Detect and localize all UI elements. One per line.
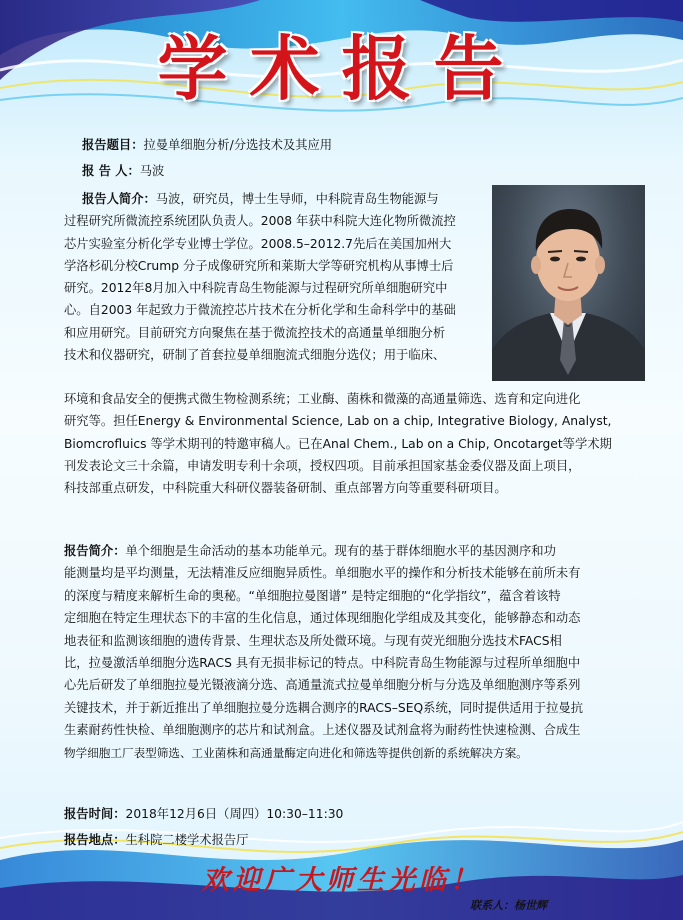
speaker-intro-line: 心。自2003 年起致力于微流控芯片技术在分析化学和生命科学中的基础	[64, 303, 456, 318]
speaker-intro-line: 刊发表论文三十余篇，申请发明专利十余项，授权四项。目前承担国家基金委仪器及面上项目，	[64, 458, 581, 473]
report-venue	[64, 832, 248, 848]
speaker-intro-block	[64, 188, 486, 366]
report-intro-line: 生素耐药性快检、单细胞测序的芯片和试剂盒。上述仪器及试剂盒将为耐药性快速检测、合成生	[64, 723, 581, 738]
report-intro-block	[64, 540, 659, 764]
speaker-intro-label: 报告人简介：	[82, 192, 156, 206]
speaker-intro-line: 科技部重点研发，中科院重大科研仪器装备研制、重点部署方向等重要科研项目。	[64, 481, 507, 496]
speaker-intro-line: 环境和食品安全的便携式微生物检测系统；工业酶、菌株和微藻的高通量筛选、选育和定向进化	[64, 392, 581, 406]
report-intro-line: 比，拉曼激活单细胞分选RACS 具有无损非标记的特点。中科院青岛生物能源与过程所单细胞中	[64, 656, 581, 671]
speaker-intro-line: 研究。2012年8月加入中科院青岛生物能源与过程研究所单细胞研究中	[64, 281, 448, 296]
speaker-value: 马波	[139, 164, 165, 178]
report-venue-value: 生科院二楼学术报告厅	[125, 833, 249, 847]
speaker-intro-line: 过程研究所微流控系统团队负责人。2008 年获中科院大连化物所微流控	[64, 214, 456, 229]
speaker-intro-line: 技术和仪器研究，研制了首套拉曼单细胞流式细胞分选仪；用于临床、	[64, 348, 446, 363]
report-intro-line: 关键技术，并于新近推出了单细胞拉曼分选耦合测序的RACS–SEQ系统，同时提供适用于拉曼抗	[64, 700, 584, 715]
speaker-intro-line: 芯片实验室分析化学专业博士学位。2008.5–2012.7先后在美国加州大	[64, 236, 452, 251]
report-intro-label: 报告简介：	[64, 544, 126, 558]
speaker-intro-line: 学洛杉矶分校Crump 分子成像研究所和莱斯大学等研究机构从事博士后	[64, 258, 454, 273]
poster-title: 学术报告	[157, 27, 526, 110]
report-intro-line: 地表征和监测该细胞的遗传背景、生理状态及所处微环境。与现有荧光细胞分选技术FACS相	[64, 633, 562, 648]
report-topic-label: 报告题目：	[82, 138, 144, 152]
speaker	[82, 163, 164, 179]
report-venue-label: 报告地点：	[64, 833, 126, 847]
speaker-portrait-illustration	[492, 185, 645, 381]
speaker-intro-line: 研究等。担任Energy & Environmental Science, Lab on a chip, Integrative Biology, Analyst,	[64, 414, 612, 429]
report-time-value: 2018年12月6日（周四）10:30–11:30	[125, 807, 344, 821]
welcome-banner: 欢迎广大师生光临！	[202, 865, 481, 896]
report-intro-line	[64, 540, 659, 562]
report-topic	[82, 137, 332, 153]
speaker-intro-line: 和应用研究。目前研究方向聚焦在基于微流控技术的高通量单细胞分析	[64, 325, 446, 340]
report-intro-text: 单个细胞是生命活动的基本功能单元。现有的基于群体细胞水平的基因测序和功	[125, 544, 556, 558]
report-time	[64, 806, 343, 822]
speaker-intro-block-full	[64, 388, 654, 499]
report-intro-line: 心先后研发了单细胞拉曼光镊液滴分选、高通量流式拉曼单细胞分析与分选及单细胞测序等系列	[64, 678, 581, 693]
speaker-intro-line: Biomcrofluics 等学术期刊的特邀审稿人。已在Anal Chem., Lab on a Chip, Oncotarget等学术期	[64, 436, 612, 451]
report-intro-line: 能测量均是平均测量，无法精准反应细胞异质性。单细胞水平的操作和分析技术能够在前所未有	[64, 566, 581, 581]
speaker-photo	[492, 185, 645, 381]
speaker-label: 报 告 人：	[82, 164, 140, 178]
report-intro-line: 定细胞在特定生理状态下的丰富的生化信息，通过体现细胞化学组成及其变化，能够静态和动态	[64, 611, 581, 626]
report-intro-line: 的深度与精度来解析生命的奥秘。“单细胞拉曼图谱” 是特定细胞的“化学指纹”，蕴含着该特	[64, 588, 561, 603]
report-time-label: 报告时间：	[64, 807, 126, 821]
report-intro-line: 物学细胞工厂表型筛选、工业菌株和高通量酶定向进化和筛选等提供创新的系统解决方案。	[64, 745, 528, 760]
report-topic-value: 拉曼单细胞分析/分选技术及其应用	[143, 138, 333, 152]
speaker-intro-line	[64, 188, 486, 210]
contact-person: 联系人：杨世辉	[470, 899, 547, 912]
speaker-intro-text: 马波，研究员，博士生导师，中科院青岛生物能源与	[155, 192, 439, 206]
